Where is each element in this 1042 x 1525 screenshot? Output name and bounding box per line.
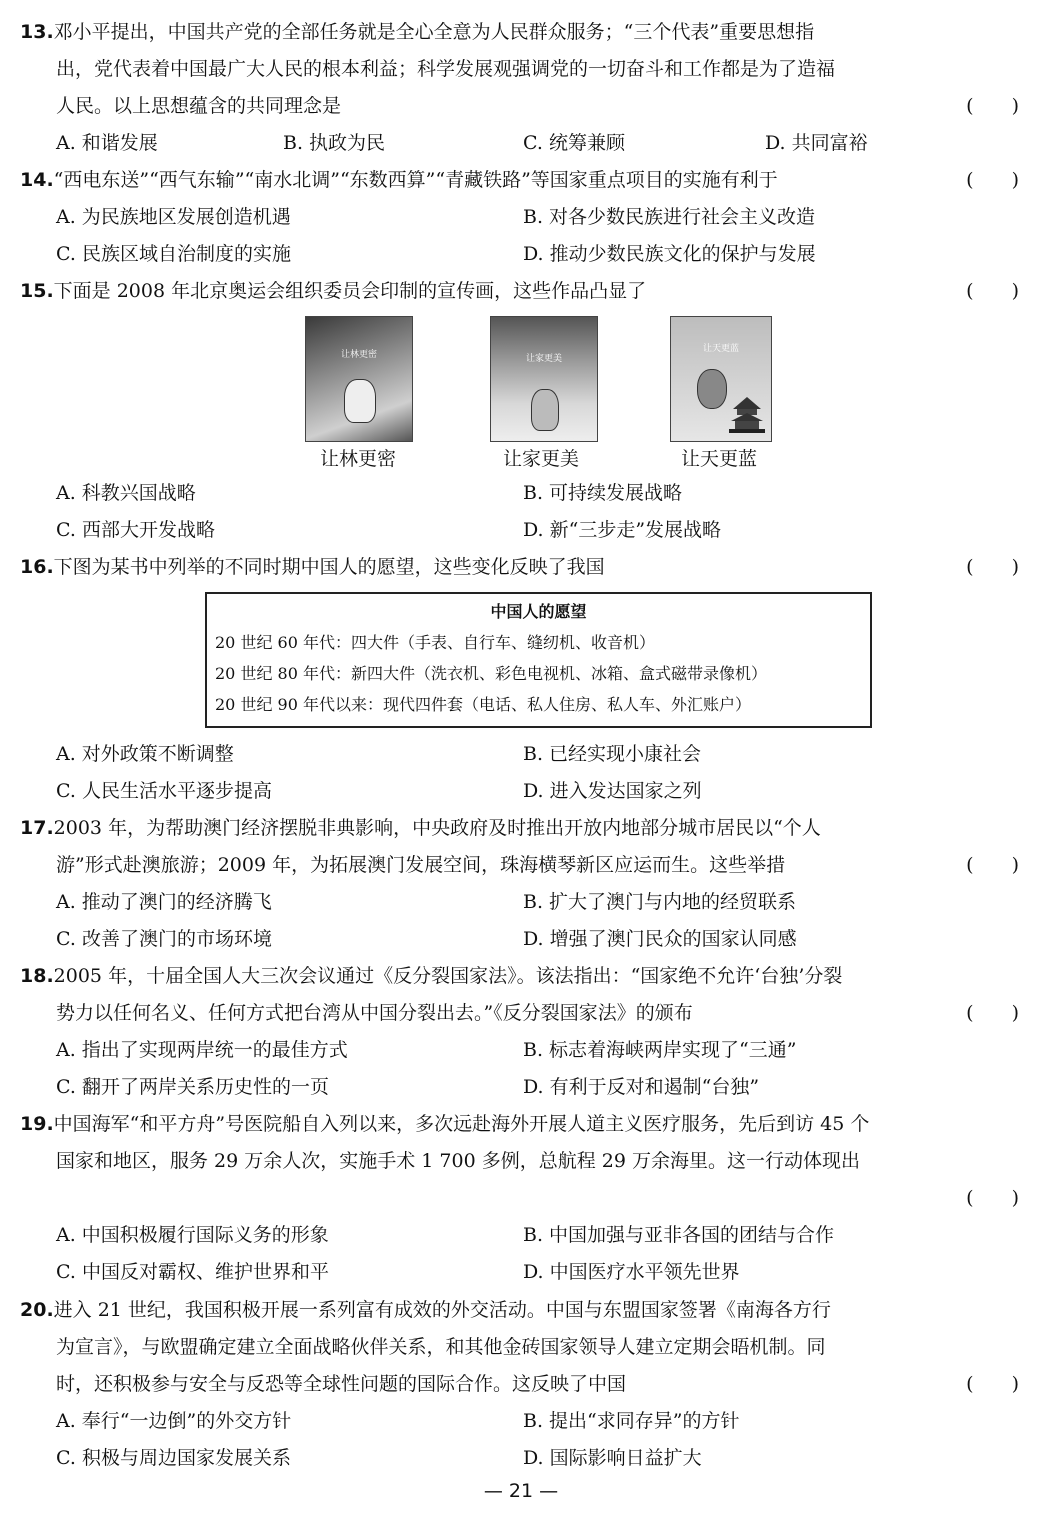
option-c[interactable]: C. 改善了澳门的市场环境 xyxy=(56,928,272,950)
options-row xyxy=(20,1254,1025,1291)
option-c[interactable]: C. 中国反对霸权、维护世界和平 xyxy=(56,1261,329,1283)
question-number: 14. xyxy=(20,169,54,191)
question-number: 20. xyxy=(20,1299,54,1321)
question-stem: 出，党代表着中国最广大人民的根本利益；科学发展观强调党的一切奋斗和工作都是为了造福 xyxy=(56,58,836,80)
option-c[interactable]: C. 积极与周边国家发展关系 xyxy=(56,1447,291,1469)
question-stem: 中国海军“和平方舟”号医院船自入列以来，多次远赴海外开展人道主义医疗服务，先后到访 45 个 xyxy=(53,1113,870,1135)
question-number: 13. xyxy=(20,21,54,43)
options-row xyxy=(20,1032,1025,1069)
poster-title: 让天更蓝 xyxy=(702,344,739,354)
options-row xyxy=(20,773,1025,810)
option-c[interactable]: C. 民族区域自治制度的实施 xyxy=(56,243,291,265)
question-number: 19. xyxy=(20,1113,54,1135)
options-row xyxy=(20,125,1025,162)
option-d[interactable]: D. 有利于反对和遏制“台独” xyxy=(523,1076,760,1098)
option-b[interactable]: B. 可持续发展战略 xyxy=(523,482,683,504)
option-b[interactable]: B. 执政为民 xyxy=(283,132,386,154)
page-number: — 21 — xyxy=(483,1480,559,1502)
option-c[interactable]: C. 统筹兼顾 xyxy=(523,132,625,154)
option-d[interactable]: D. 共同富裕 xyxy=(765,132,868,154)
poster-group xyxy=(0,316,1042,476)
option-a[interactable]: A. 为民族地区发展创造机遇 xyxy=(56,206,291,228)
question-15 xyxy=(20,273,1025,310)
poster-home xyxy=(490,316,598,442)
mascot-figure xyxy=(531,389,559,431)
option-b[interactable]: B. 扩大了澳门与内地的经贸联系 xyxy=(523,891,797,913)
question-number: 15. xyxy=(20,280,54,302)
wishes-row: 20 世纪 80 年代：新四大件（洗衣机、彩色电视机、冰箱、盒式磁带录像机） xyxy=(215,664,767,683)
option-a[interactable]: A. 奉行“一边倒”的外交方针 xyxy=(56,1410,292,1432)
option-a[interactable]: A. 和谐发展 xyxy=(56,132,158,154)
answer-bracket[interactable]: ( ) xyxy=(966,1373,1019,1395)
question-stem: 下面是 2008 年北京奥运会组织委员会印制的宣传画，这些作品凸显了 xyxy=(53,280,647,302)
options-row xyxy=(20,512,1025,549)
question-stem: 势力以任何名义、任何方式把台湾从中国分裂出去。”《反分裂国家法》的颁布 xyxy=(56,1002,693,1024)
option-d[interactable]: D. 增强了澳门民众的国家认同感 xyxy=(523,928,797,950)
options-row xyxy=(20,1069,1025,1106)
mascot-figure xyxy=(344,379,376,423)
question-stem: 2003 年，为帮助澳门经济摆脱非典影响，中央政府及时推出开放内地部分城市居民以“个人 xyxy=(53,817,821,839)
question-20 xyxy=(20,1292,1025,1477)
question-19 xyxy=(20,1106,1025,1291)
question-stem: 国家和地区，服务 29 万余人次，实施手术 1 700 多例，总航程 29 万余海里。这一行动体现出 xyxy=(56,1150,860,1172)
options-row xyxy=(20,475,1025,512)
options-row xyxy=(20,236,1025,273)
question-15-options xyxy=(20,475,1025,549)
answer-bracket[interactable]: ( ) xyxy=(966,169,1019,191)
option-b[interactable]: B. 中国加强与亚非各国的团结与合作 xyxy=(523,1224,835,1246)
options-row xyxy=(20,736,1025,773)
poster-caption: 让天更蓝 xyxy=(681,448,758,470)
options-row xyxy=(20,1403,1025,1440)
option-b[interactable]: B. 对各少数民族进行社会主义改造 xyxy=(523,206,816,228)
answer-bracket[interactable]: ( ) xyxy=(966,854,1019,876)
option-b[interactable]: B. 标志着海峡两岸实现了“三通” xyxy=(523,1039,797,1061)
wishes-row: 20 世纪 90 年代以来：现代四件套（电话、私人住房、私人车、外汇账户） xyxy=(215,695,751,714)
question-stem: 为宣言》，与欧盟确定建立全面战略伙伴关系，和其他金砖国家领导人建立定期会晤机制。同 xyxy=(56,1336,826,1358)
mascot-figure xyxy=(697,369,727,409)
question-stem: 进入 21 世纪，我国积极开展一系列富有成效的外交活动。中国与东盟国家签署《南海各方行 xyxy=(53,1299,831,1321)
options-row xyxy=(20,1440,1025,1477)
poster-caption: 让林更密 xyxy=(320,448,397,470)
option-a[interactable]: A. 推动了澳门的经济腾飞 xyxy=(56,891,272,913)
answer-bracket[interactable]: ( ) xyxy=(966,556,1019,578)
question-stem: 游”形式赴澳旅游；2009 年，为拓展澳门发展空间，珠海横琴新区应运而生。这些举措 xyxy=(56,854,786,876)
question-16-options xyxy=(20,736,1025,810)
poster-sky xyxy=(670,316,772,442)
option-d[interactable]: D. 推动少数民族文化的保护与发展 xyxy=(523,243,816,265)
answer-bracket[interactable]: ( ) xyxy=(966,95,1019,117)
options-row xyxy=(20,1217,1025,1254)
option-d[interactable]: D. 国际影响日益扩大 xyxy=(523,1447,702,1469)
question-13 xyxy=(20,14,1025,162)
wishes-row: 20 世纪 60 年代：四大件（手表、自行车、缝纫机、收音机） xyxy=(215,633,655,652)
answer-bracket[interactable]: ( ) xyxy=(966,1002,1019,1024)
question-17 xyxy=(20,810,1025,958)
question-number: 17. xyxy=(20,817,54,839)
option-a[interactable]: A. 指出了实现两岸统一的最佳方式 xyxy=(56,1039,348,1061)
question-stem: 人民。以上思想蕴含的共同理念是 xyxy=(56,95,342,117)
option-d[interactable]: D. 中国医疗水平领先世界 xyxy=(523,1261,740,1283)
poster-caption: 让家更美 xyxy=(503,448,580,470)
question-number: 18. xyxy=(20,965,54,987)
question-number: 16. xyxy=(20,556,54,578)
question-stem: 时，还积极参与安全与反恐等全球性问题的国际合作。这反映了中国 xyxy=(56,1373,627,1395)
poster-title: 让家更美 xyxy=(525,354,562,364)
option-c[interactable]: C. 人民生活水平逐步提高 xyxy=(56,780,272,802)
answer-bracket[interactable]: ( ) xyxy=(966,1187,1019,1209)
options-row xyxy=(20,921,1025,958)
question-stem: “西电东送”“西气东输”“南水北调”“东数西算”“青藏铁路”等国家重点项目的实施有利于 xyxy=(53,169,778,191)
wishes-table xyxy=(205,592,872,728)
option-c[interactable]: C. 翻开了两岸关系历史性的一页 xyxy=(56,1076,329,1098)
option-b[interactable]: B. 已经实现小康社会 xyxy=(523,743,702,765)
answer-bracket[interactable]: ( ) xyxy=(966,280,1019,302)
question-stem: 下图为某书中列举的不同时期中国人的愿望，这些变化反映了我国 xyxy=(53,556,605,578)
option-d[interactable]: D. 新“三步走”发展战略 xyxy=(523,519,722,541)
wishes-table-title: 中国人的愿望 xyxy=(490,602,587,621)
options-row xyxy=(20,884,1025,921)
question-stem: 2005 年，十届全国人大三次会议通过《反分裂国家法》。该法指出：“国家绝不允许‘台独’分裂 xyxy=(53,965,843,987)
option-b[interactable]: B. 提出“求同存异”的方针 xyxy=(523,1410,740,1432)
question-stem: 邓小平提出，中国共产党的全部任务就是全心全意为人民群众服务；“三个代表”重要思想指 xyxy=(53,21,815,43)
question-14 xyxy=(20,162,1025,273)
option-c[interactable]: C. 西部大开发战略 xyxy=(56,519,215,541)
option-d[interactable]: D. 进入发达国家之列 xyxy=(523,780,702,802)
option-a[interactable]: A. 对外政策不断调整 xyxy=(56,743,234,765)
options-row xyxy=(20,199,1025,236)
question-18 xyxy=(20,958,1025,1106)
poster-title: 让林更密 xyxy=(340,350,377,360)
question-16 xyxy=(20,549,1025,586)
option-a[interactable]: A. 中国积极履行国际义务的形象 xyxy=(56,1224,329,1246)
poster-forest xyxy=(305,316,413,442)
option-a[interactable]: A. 科教兴国战略 xyxy=(56,482,196,504)
temple-of-heaven-icon xyxy=(727,395,767,435)
